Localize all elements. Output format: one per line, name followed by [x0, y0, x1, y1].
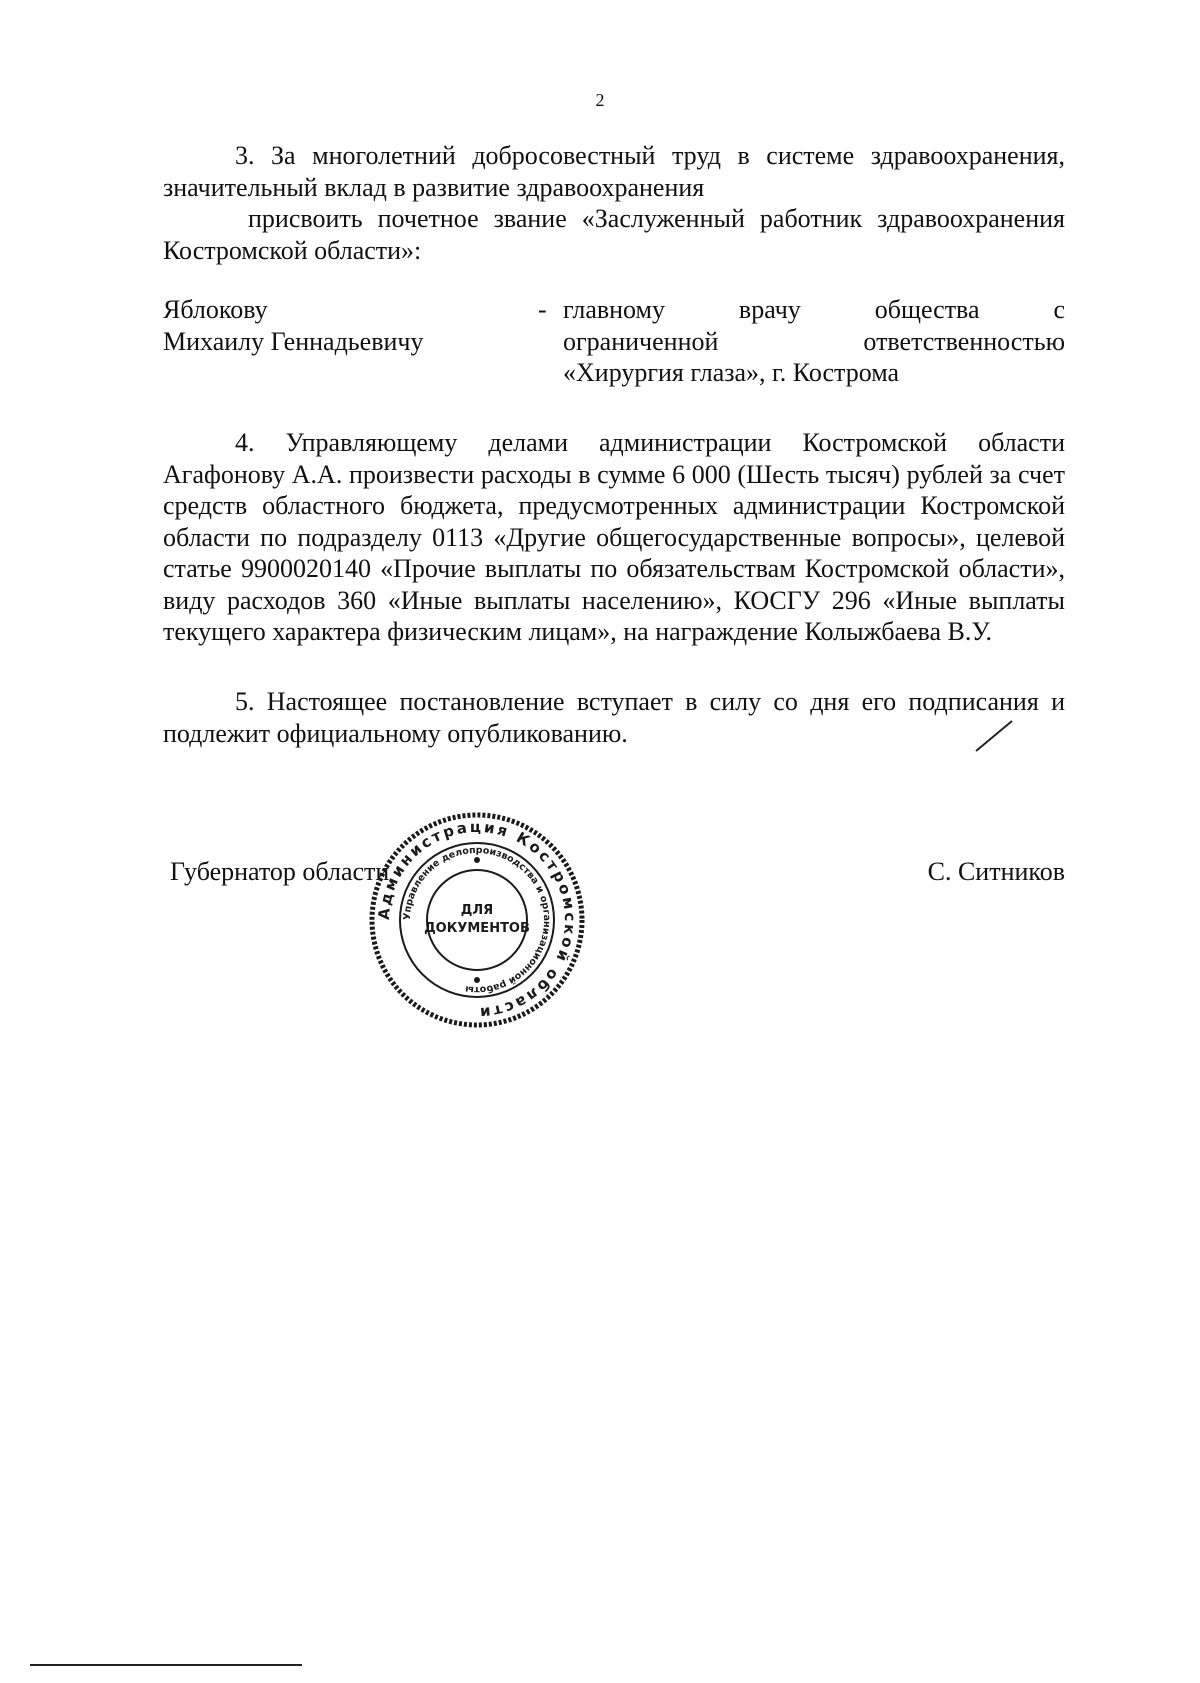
awardee-role-line-3: «Хирургия глаза», г. Кострома — [563, 358, 900, 387]
signatory-name: С. Ситников — [927, 857, 1065, 886]
seal-center-line-1: ДЛЯ — [460, 903, 494, 918]
bottom-rule — [30, 1664, 302, 1666]
item-5: 5. Настоящее постановление вступает в силу со дня его подписания и подлежит официальному опубликованию. — [163, 687, 1065, 748]
awardee-role-line-2: ограниченной ответственностью — [563, 326, 1065, 356]
seal-center-line-2: ДОКУМЕНТОВ — [424, 921, 530, 936]
awardee-surname: Яблокову — [163, 295, 268, 324]
signatory-position: Губернатор области — [170, 857, 390, 886]
svg-text:Управление делопроизводства и — [402, 845, 552, 995]
item-3-assign: присвоить почетное звание «Заслуженный работник здравоохранения Костромской области»: — [163, 204, 1065, 265]
page-number: 2 — [595, 90, 605, 110]
seal-outer-text: Администрация Костромской области — [374, 817, 580, 1023]
pen-mark — [970, 718, 1020, 754]
seal-inner-text: Управление делопроизводства и организационной работы — [401, 844, 553, 996]
awardee-role — [563, 294, 1065, 389]
awardee-first-patronymic: Михаилу Геннадьевичу — [163, 326, 424, 356]
official-seal — [367, 810, 587, 1030]
awardee-dash: - — [538, 295, 547, 324]
awardee-name — [163, 294, 423, 357]
item-4: 4. Управляющему делами администрации Костромской области Агафонову А.А. произвести расходы в сумме 6 000 (Шесть тысяч) рублей за счет средств областного бюджета, предусмотренных администрации Костромской области по подразделу 0113 «Другие общегосударственные вопросы», целевой статье 9900020140 «Прочие выплаты по обязательствам Костромской области», виду расходов 360 «Иные выплаты населению», КОСГУ 296 «Иные выплаты текущего характера физическим лицам», на награждение Колыжбаева В.У. — [163, 428, 1065, 646]
item-3-intro: 3. За многолетний добросовестный труд в системе здравоохранения, значительный вклад в развитие здравоохранения — [163, 141, 1065, 202]
awardee-role-line-1: главному врачу общества с — [563, 295, 1065, 324]
